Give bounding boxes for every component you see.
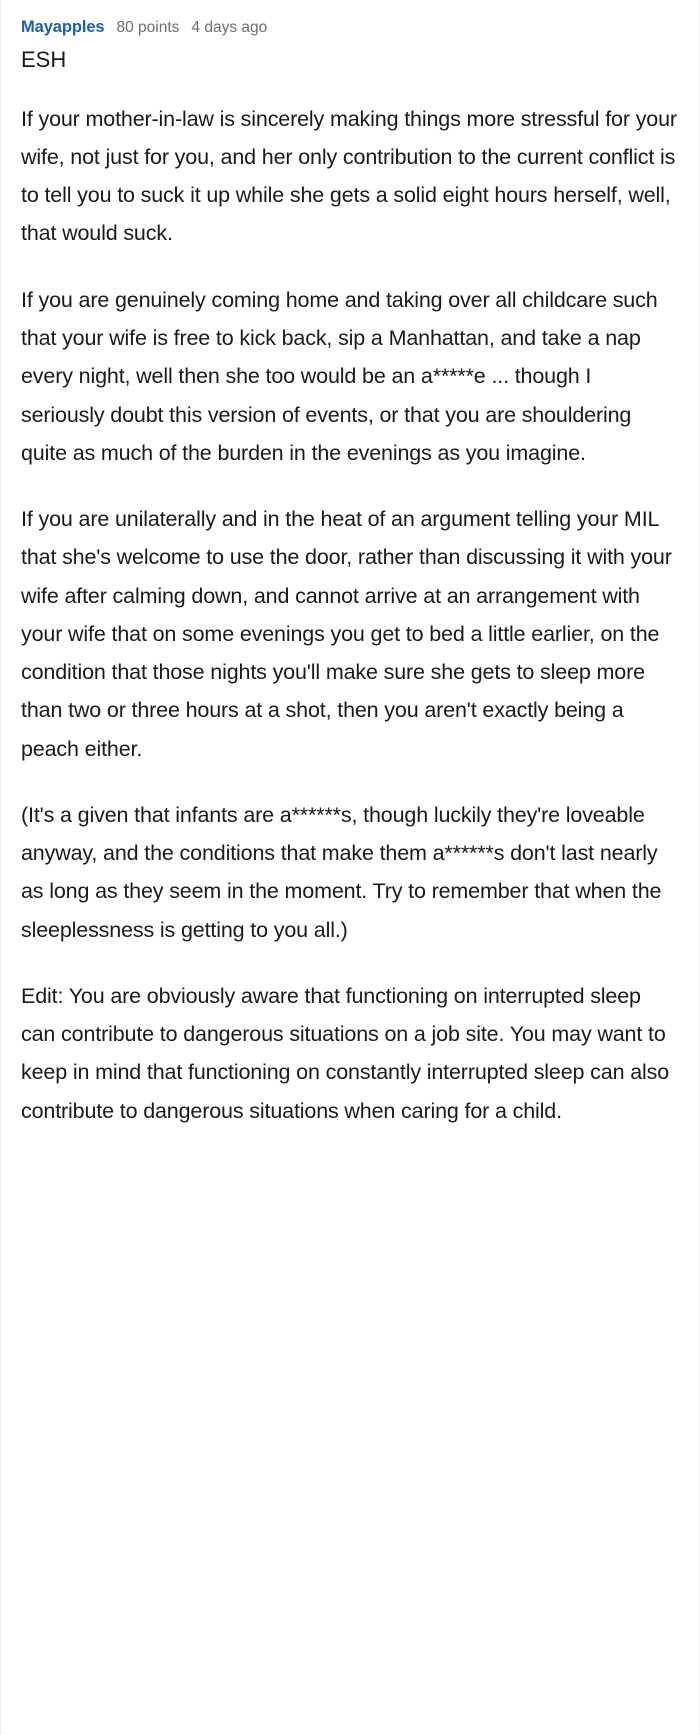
comment-body bbox=[21, 100, 679, 1130]
comment-score: 80 points bbox=[116, 19, 180, 36]
comment-paragraph: If you are unilaterally and in the heat of an argument telling your MIL that she's welcome to use the door, rather than discussing it with your wife after calming down, and cannot arrive at an arrangement with your wife that on some evenings you get to bed a little earlier, on the condition that those nights you'll make sure she gets to sleep more than two or three hours at a shot, then you aren't exactly being a peach either. bbox=[21, 507, 672, 761]
comment-paragraph: If you are genuinely coming home and taking over all childcare such that your wife is free to kick back, sip a Manhattan, and take a nap every night, well then she too would be an a*****e ... though I seriously doubt this version of events, or that you are shouldering quite as much of the burden in the evenings as you imagine. bbox=[21, 287, 658, 465]
comment-paragraph: If your mother-in-law is sincerely making things more stressful for your wife, not just for you, and her only contribution to the current conflict is to tell you to suck it up while she gets a solid eight hours herself, well, that would suck. bbox=[21, 106, 677, 246]
comment-paragraph: (It's a given that infants are a******s, though luckily they're loveable anyway, and the conditions that make them a******s don't last nearly as long as they seem in the moment. Try to remember that when the sleeplessness is getting to you all.) bbox=[21, 802, 662, 942]
comment-timestamp: 4 days ago bbox=[191, 19, 268, 36]
comment-author-link[interactable]: Mayapples bbox=[21, 18, 105, 36]
comment-header bbox=[21, 18, 679, 36]
comment-verdict: ESH bbox=[21, 47, 67, 73]
comment-paragraph: Edit: You are obviously aware that functioning on interrupted sleep can contribute to dangerous situations on a job site. You may want to keep in mind that functioning on constantly interrupted sleep can also contribute to dangerous situations when caring for a child. bbox=[21, 983, 670, 1123]
